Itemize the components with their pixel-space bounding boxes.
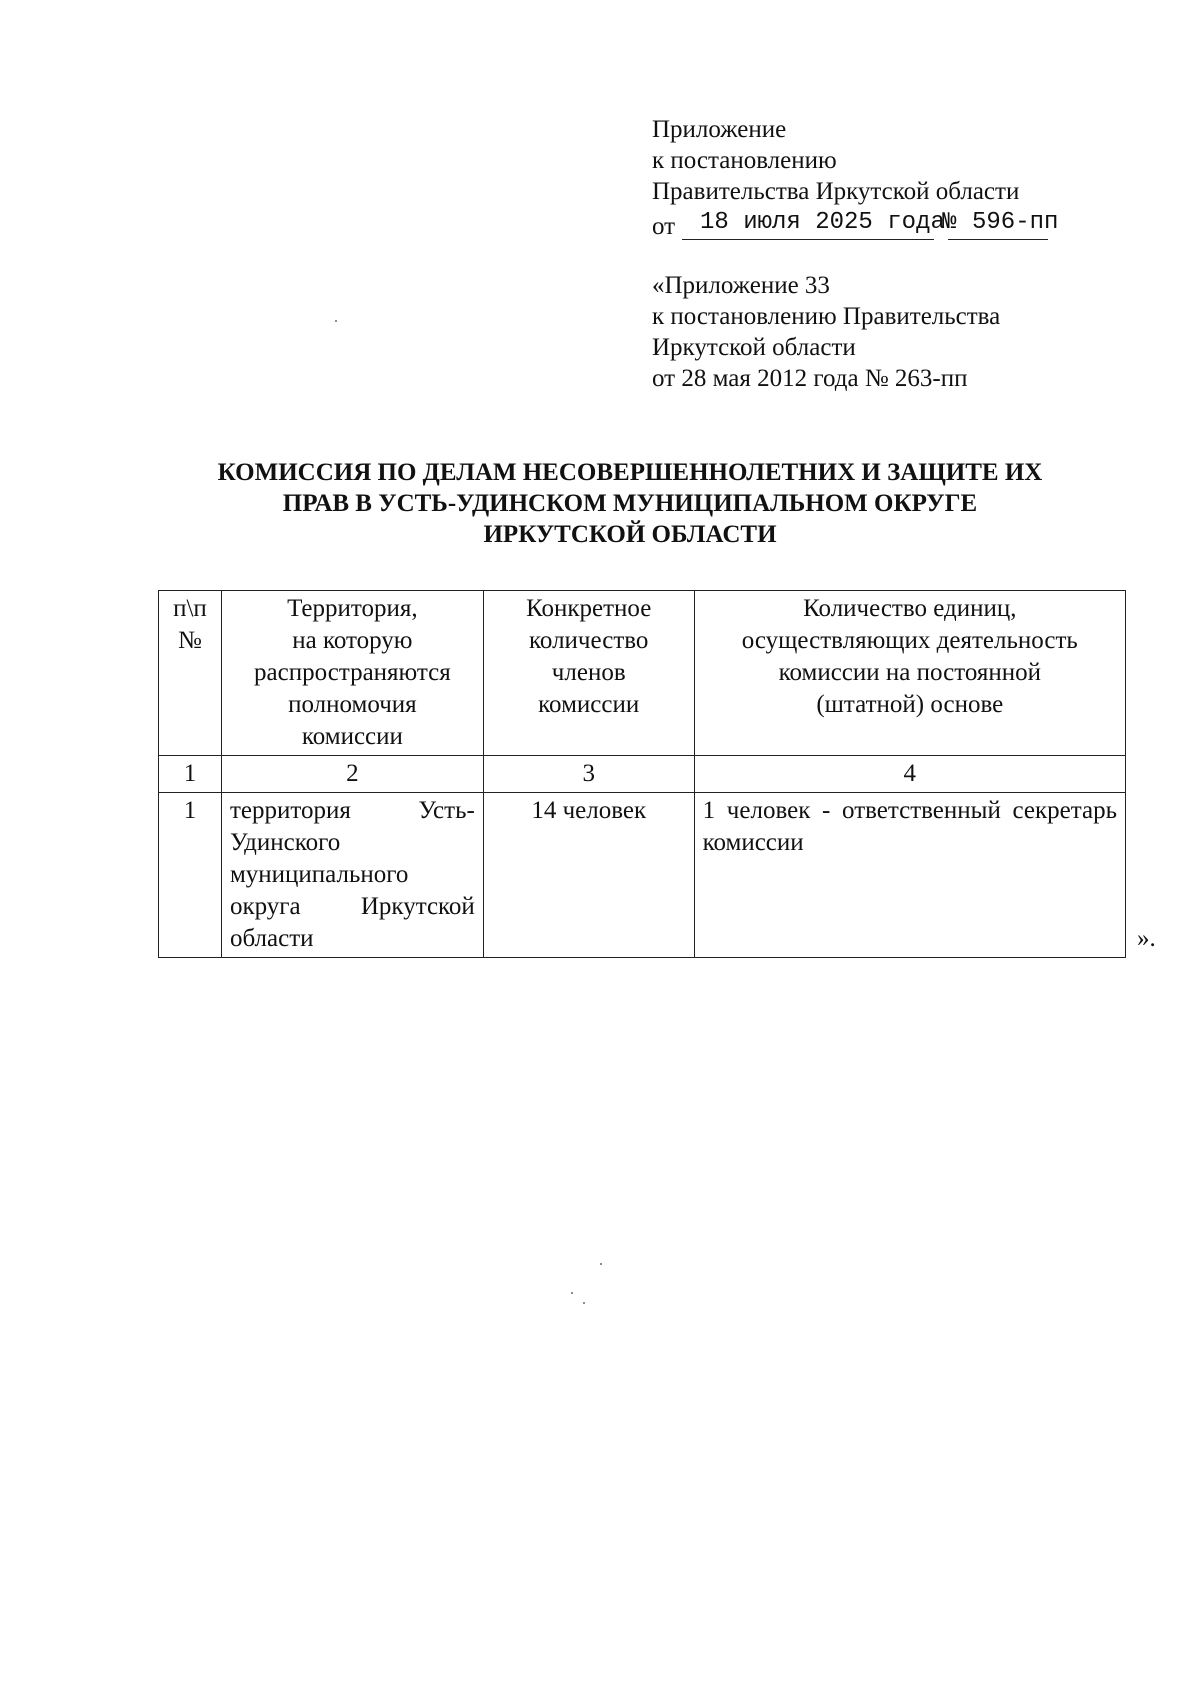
numbering-cell: 3 bbox=[483, 756, 694, 793]
resolution-date-line bbox=[652, 207, 1059, 241]
numbering-cell: 4 bbox=[694, 756, 1125, 793]
appendix-label: Приложение bbox=[652, 116, 787, 143]
ref-to-resolution: к постановлению Правительства bbox=[652, 303, 1001, 330]
header-cell-staff: Количество единиц, осуществляющих деятельность комиссии на постоянной (штатной) основе bbox=[694, 591, 1125, 756]
table-header-row bbox=[159, 591, 1126, 756]
title-line-3: ИРКУТСКОЙ ОБЛАСТИ bbox=[483, 521, 777, 548]
closing-quote: ». bbox=[1137, 925, 1156, 952]
number-underline bbox=[948, 239, 1048, 240]
scan-speck bbox=[600, 1263, 602, 1265]
numbering-cell: 2 bbox=[221, 756, 483, 793]
row-members: 14 человек bbox=[483, 793, 694, 958]
appendix-government: Правительства Иркутской области bbox=[652, 178, 1020, 205]
table-row bbox=[159, 793, 1126, 958]
appendix-to-resolution: к постановлению bbox=[652, 147, 837, 174]
ref-appendix-label: «Приложение 33 bbox=[652, 272, 830, 299]
row-territory: территория Усть-Удинского муниципального округа Иркутской области bbox=[221, 793, 483, 958]
resolution-number: 596-пп bbox=[972, 209, 1059, 236]
appendix-reference bbox=[652, 270, 1000, 394]
commission-table bbox=[158, 590, 1126, 958]
header-cell-territory: Территория, на которую распространяются полномочия комиссии bbox=[221, 591, 483, 756]
table-numbering-row bbox=[159, 756, 1126, 793]
row-number: 1 bbox=[159, 793, 222, 958]
scan-speck bbox=[335, 320, 337, 322]
header-cell-members: Конкретное количество членов комиссии bbox=[483, 591, 694, 756]
number-sign: № bbox=[942, 209, 957, 236]
document-title bbox=[130, 457, 1130, 550]
header-cell-number: п\п № bbox=[159, 591, 222, 756]
scan-speck bbox=[571, 1292, 573, 1294]
title-line-1: КОМИССИЯ ПО ДЕЛАМ НЕСОВЕРШЕННОЛЕТНИХ И ЗАЩИТЕ ИХ bbox=[217, 459, 1043, 486]
appendix-header bbox=[652, 114, 1059, 241]
date-underline bbox=[682, 239, 934, 240]
scan-speck bbox=[583, 1302, 585, 1304]
row-staff: 1 человек - ответственный секретарь комиссии bbox=[694, 793, 1125, 958]
ref-region: Иркутской области bbox=[652, 334, 856, 361]
resolution-date: 18 июля 2025 года bbox=[700, 209, 945, 236]
title-line-2: ПРАВ В УСТЬ-УДИНСКОМ МУНИЦИПАЛЬНОМ ОКРУГЕ bbox=[282, 490, 978, 517]
date-prefix: от bbox=[652, 213, 676, 240]
ref-date-number: от 28 мая 2012 года № 263-пп bbox=[652, 365, 968, 392]
numbering-cell: 1 bbox=[159, 756, 222, 793]
